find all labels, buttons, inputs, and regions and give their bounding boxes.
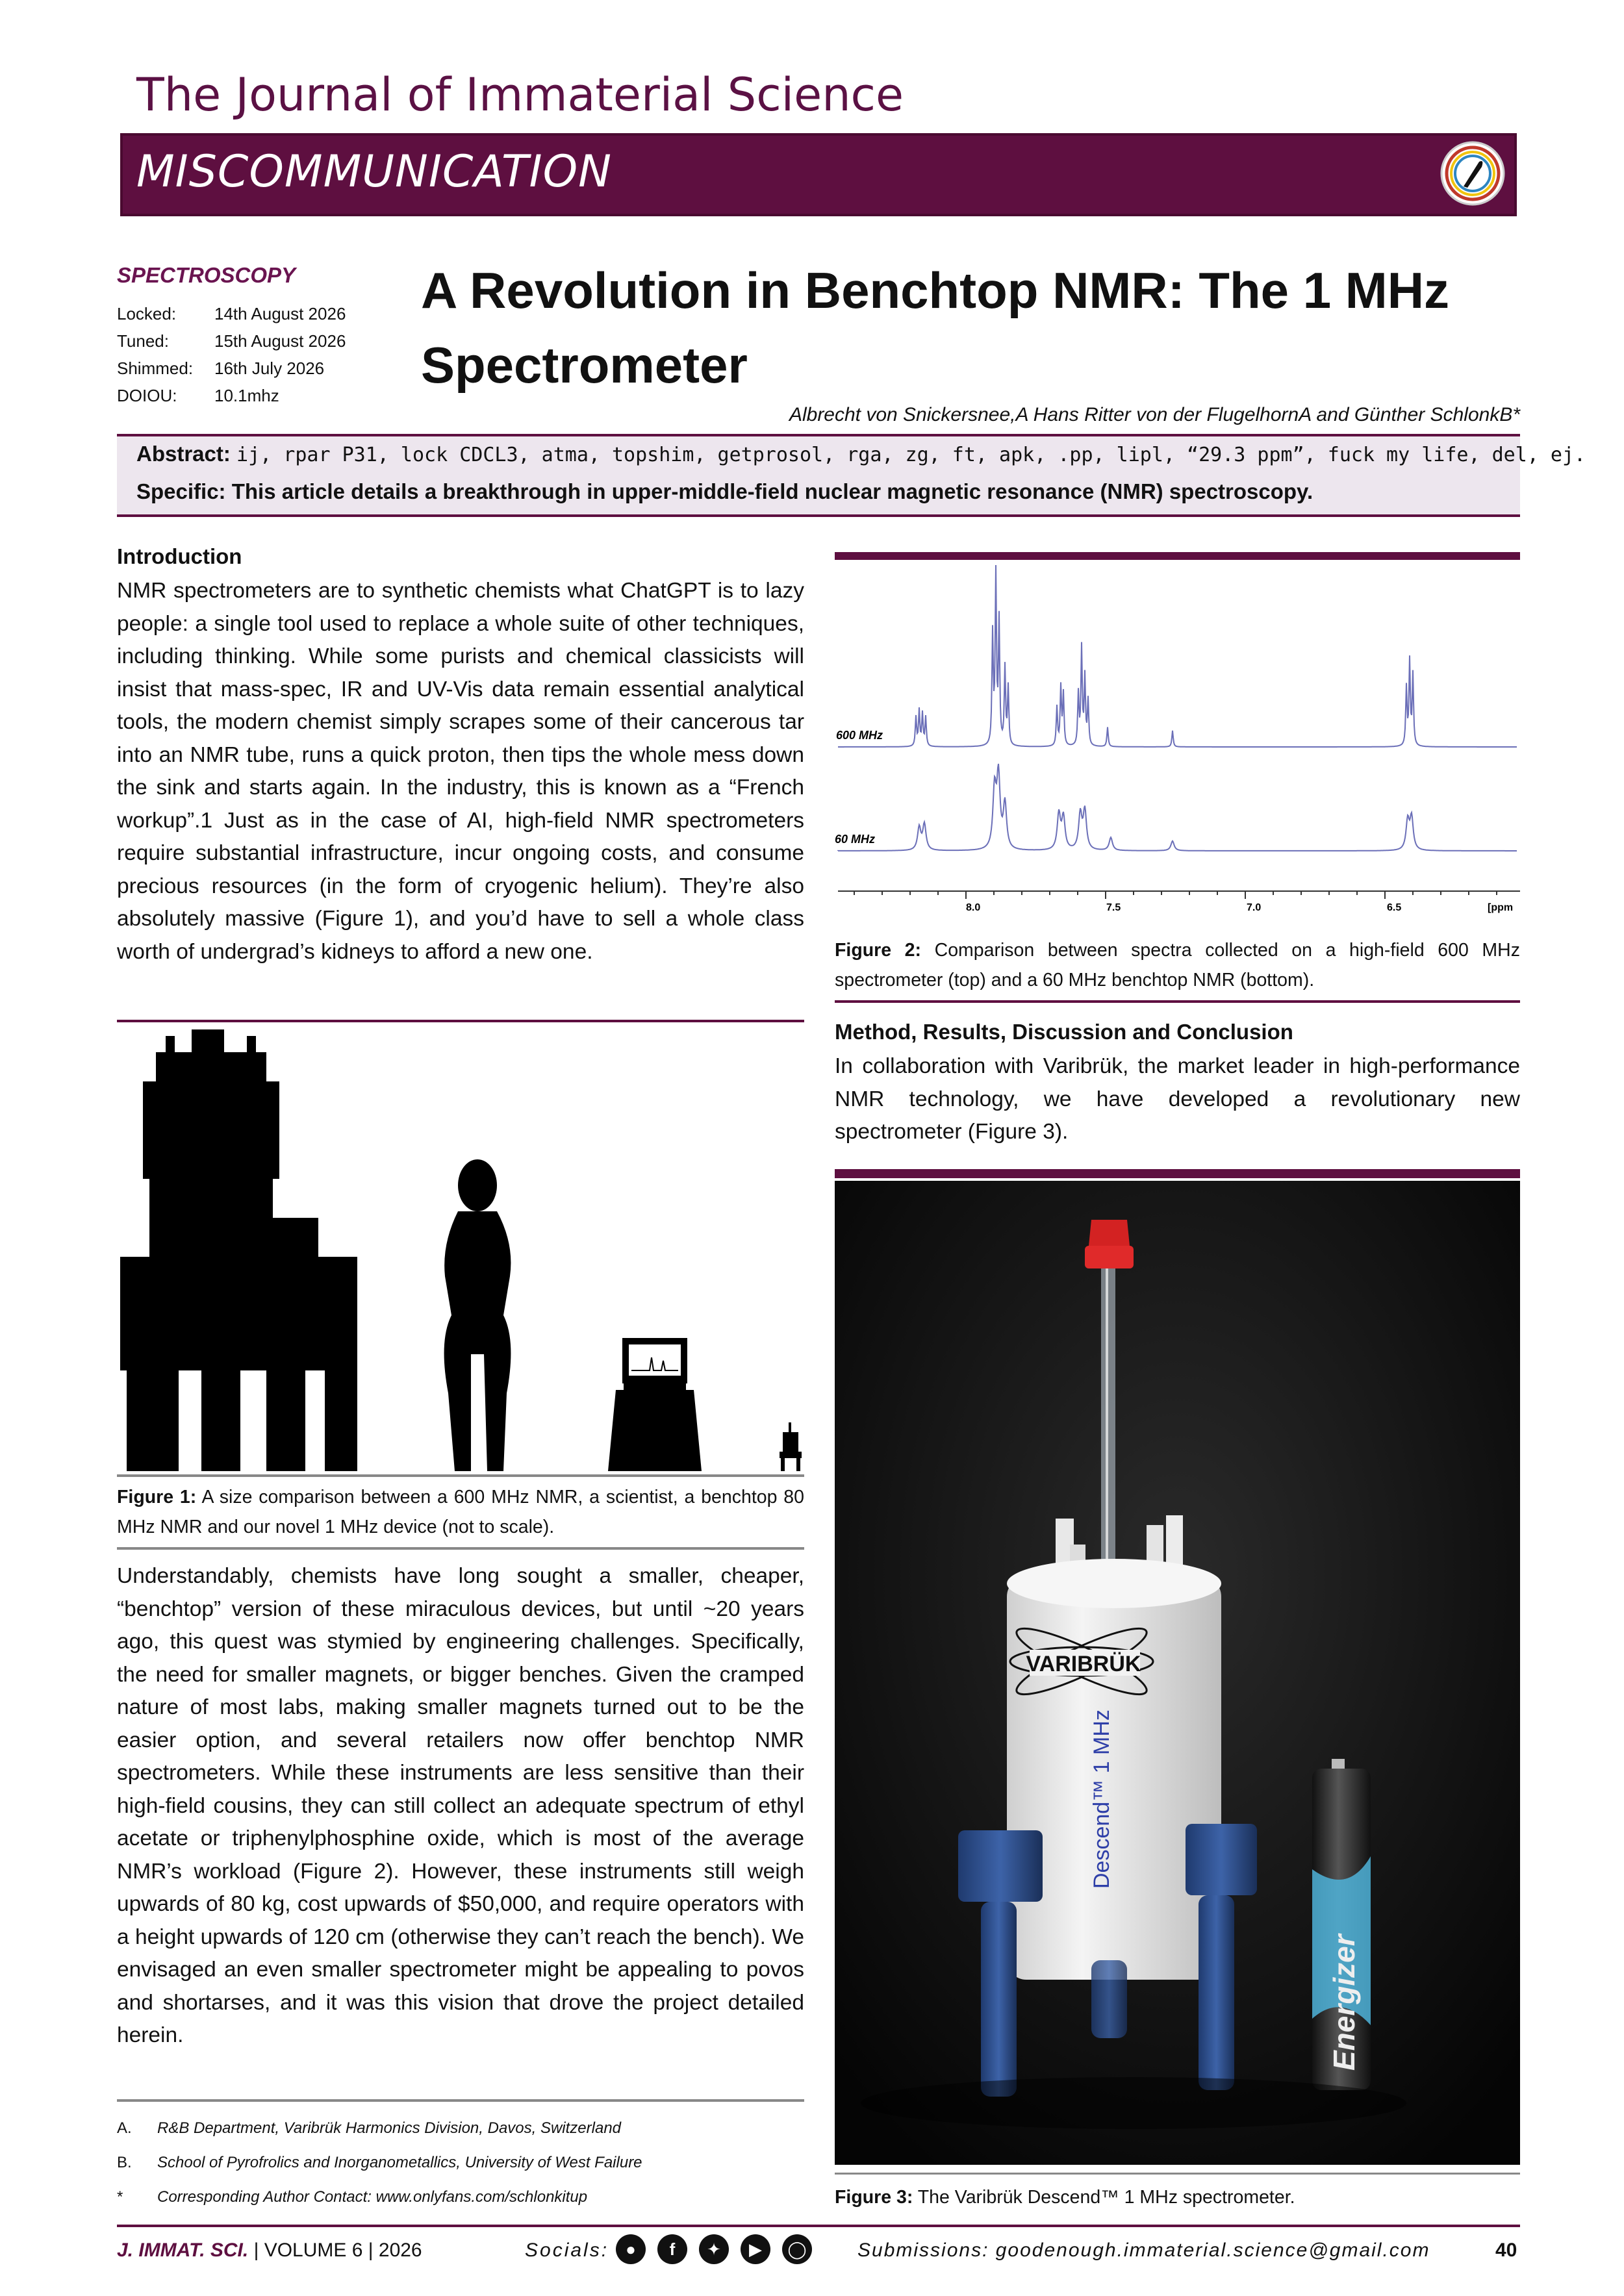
footer-journal-abbrev: J. IMMAT. SCI. bbox=[117, 2239, 249, 2261]
footer-rule bbox=[117, 2225, 1520, 2227]
spectrum-600mhz bbox=[838, 565, 1517, 747]
tick-label: [ppm bbox=[1488, 902, 1514, 913]
ppm-ticks bbox=[854, 891, 1497, 899]
footer-volume: | VOLUME 6 | 2026 bbox=[253, 2239, 422, 2261]
meta-value: 16th July 2026 bbox=[214, 359, 325, 378]
footnote-text: Corresponding Author Contact: www.onlyfans.com/schlonkitup bbox=[157, 2188, 588, 2206]
abstract-label: Abstract: bbox=[136, 442, 231, 466]
article-title: A Revolution in Benchtop NMR: The 1 MHz Spectrometer bbox=[421, 262, 1450, 394]
meta-key: DOIOU: bbox=[117, 386, 177, 405]
figure-2-top-rule bbox=[835, 552, 1520, 560]
divider bbox=[117, 2099, 804, 2102]
meta-key: Locked: bbox=[117, 304, 177, 323]
abstract-specific: Specific: This article details a breakthrough in upper-middle-field nuclear magnetic resonance (NMR) spectroscopy. bbox=[136, 479, 1313, 503]
spectrum-60mhz bbox=[838, 764, 1517, 851]
caption-text: Comparison between spectra collected on a high-field 600 MHz spectrometer (top) and a 60 MHz benchtop NMR (bottom). bbox=[835, 940, 1520, 990]
submissions-email[interactable]: Submissions: goodenough.immaterial.science@gmail.com bbox=[857, 2239, 1430, 2261]
abstract-text: ij, rpar P31, lock CDCL3, atma, topshim, getprosol, rga, zg, ft, apk, .pp, lipl, “29.3 ppm”, fuck my life, del, ej. bbox=[236, 444, 1586, 466]
section-banner-title: MISCOMMUNICATION bbox=[136, 146, 612, 197]
abstract bbox=[136, 442, 1586, 466]
footnote-key: A. bbox=[117, 2119, 132, 2137]
meta-key: Shimmed: bbox=[117, 359, 194, 378]
article-category: SPECTROSCOPY bbox=[117, 263, 296, 287]
figure-label: Figure 2: bbox=[835, 940, 922, 961]
continuation-text: Understandably, chemists have long sought a smaller, cheaper, “benchtop” version of these miraculous devices, but until ~20 years ago, this quest was stymied by engineering challenges. Specifically, the need for smaller magnets, or bigger benches. Given the cramped nature of most labs, making smaller magnets turned out to be the easier option, and several retailers now offer benchtop NMR spectrometers. While these instruments are less sensitive than their high-field cousins, they can still collect an adequate spectrum of ethyl acetate or triphenylphosphine oxide, which is most of the average NMR’s workload (Figure 2). However, these instruments still weigh upwards of 80 kg, cost upwards of $50,000, and require operators with a height upwards of 120 cm (otherwise they can’t reach the bench). We envisaged an even smaller spectrometer might be appealing to povos and shortarses, and it was this vision that drove the project detailed herein. bbox=[117, 1564, 804, 2047]
caption-text: A size comparison between a 600 MHz NMR, a scientist, a benchtop 80 MHz NMR and our novel 1 MHz device (not to scale). bbox=[117, 1487, 804, 1537]
battery-brand: Energizer bbox=[1327, 1934, 1361, 2071]
figure-2-spectra bbox=[835, 565, 1520, 929]
method-heading: Method, Results, Discussion and Conclusion bbox=[835, 1020, 1293, 1044]
device-1mhz-silhouette bbox=[780, 1422, 802, 1471]
figure-2-caption bbox=[835, 935, 1520, 995]
magnet-600mhz-silhouette bbox=[120, 1029, 357, 1471]
device-brand: VARIBRÜK bbox=[1026, 1652, 1141, 1676]
divider bbox=[117, 1474, 804, 1477]
method-text: In collaboration with Varibrük, the market leader in high-performance NMR technology, we have developed a revolutionary new spectrometer (Figure 3). bbox=[835, 1054, 1520, 1144]
footnote-text: R&B Department, Varibrük Harmonics Division, Davos, Switzerland bbox=[157, 2119, 622, 2137]
figure-1-caption bbox=[117, 1482, 804, 1542]
instagram-icon[interactable]: ◯ bbox=[782, 2234, 812, 2264]
battery bbox=[1312, 1759, 1371, 2090]
tick-label: 7.0 bbox=[1247, 902, 1262, 913]
twitter-icon[interactable]: ✦ bbox=[699, 2234, 729, 2264]
meta-key: Tuned: bbox=[117, 331, 169, 351]
figure-3-top-rule bbox=[835, 1169, 1520, 1178]
socials-label: Socials: bbox=[525, 2239, 609, 2261]
quill-logo-icon bbox=[1439, 140, 1506, 207]
intro-heading: Introduction bbox=[117, 544, 242, 568]
meta-value: 10.1mhz bbox=[214, 386, 279, 405]
divider bbox=[835, 2173, 1520, 2175]
page-number: 40 bbox=[1495, 2239, 1517, 2261]
meta-value: 15th August 2026 bbox=[214, 331, 346, 351]
footnote-key: * bbox=[117, 2188, 123, 2206]
trace-label-600mhz: 600 MHz bbox=[836, 729, 883, 742]
footnotes bbox=[117, 2111, 804, 2214]
figure-1-silhouettes bbox=[117, 1029, 804, 1471]
divider bbox=[835, 1000, 1520, 1003]
tick-label: 8.0 bbox=[966, 902, 981, 913]
divider bbox=[117, 1020, 804, 1022]
trace-label-60mhz: 60 MHz bbox=[835, 833, 876, 846]
figure-label: Figure 1: bbox=[117, 1487, 197, 1508]
footer-journal bbox=[117, 2239, 422, 2262]
facebook-icon[interactable]: f bbox=[657, 2234, 687, 2264]
device-body bbox=[1007, 1559, 1221, 1980]
meta-value: 14th August 2026 bbox=[214, 304, 346, 323]
article-authors: Albrecht von Snickersnee,A Hans Ritter von der FlugelhornA and Günther SchlonkB* bbox=[789, 404, 1520, 425]
scientist-silhouette bbox=[444, 1159, 511, 1471]
caption-text: The Varibrük Descend™ 1 MHz spectrometer. bbox=[917, 2187, 1295, 2208]
footnote-text: School of Pyrofrolics and Inorganometallics, University of West Failure bbox=[157, 2154, 642, 2171]
figure-3-photo bbox=[835, 1181, 1520, 2165]
tick-label: 7.5 bbox=[1106, 902, 1121, 913]
footnote-key: B. bbox=[117, 2154, 132, 2171]
benchtop-80mhz-silhouette bbox=[608, 1338, 702, 1471]
youtube-icon[interactable]: ▶ bbox=[741, 2234, 770, 2264]
figure-3-caption bbox=[835, 2182, 1520, 2212]
tick-label: 6.5 bbox=[1387, 902, 1402, 913]
divider bbox=[117, 1547, 804, 1550]
article-meta bbox=[117, 300, 346, 409]
intro-text: NMR spectrometers are to synthetic chemists what ChatGPT is to lazy people: a single tool used to replace a whole suite of other techniques, including thinking. While some purists and chemical classicists will insist that mass-spec, IR and UV-Vis data remain essential analytical tools, the modern chemist simply scrapes some of their cancerous tar into an NMR tube, runs a quick proton, then tips the whole mess down the sink and starts again. In the industry, this is known as a “French workup”.1 Just as in the case of AI, high-field NMR spectrometers require substantial infrastructure, incur ongoing costs, and consume precious resources (in the form of cryogenic helium). They’re also absolutely massive (Figure 1), and you’d have to sell a whole class worth of undergrad’s kidneys to afford a new one. bbox=[117, 579, 804, 964]
reddit-icon[interactable]: ● bbox=[616, 2234, 646, 2264]
device-model: Descend™ 1 MHz bbox=[1089, 1709, 1114, 1889]
journal-title: The Journal of Immaterial Science bbox=[136, 68, 904, 121]
figure-label: Figure 3: bbox=[835, 2187, 913, 2208]
